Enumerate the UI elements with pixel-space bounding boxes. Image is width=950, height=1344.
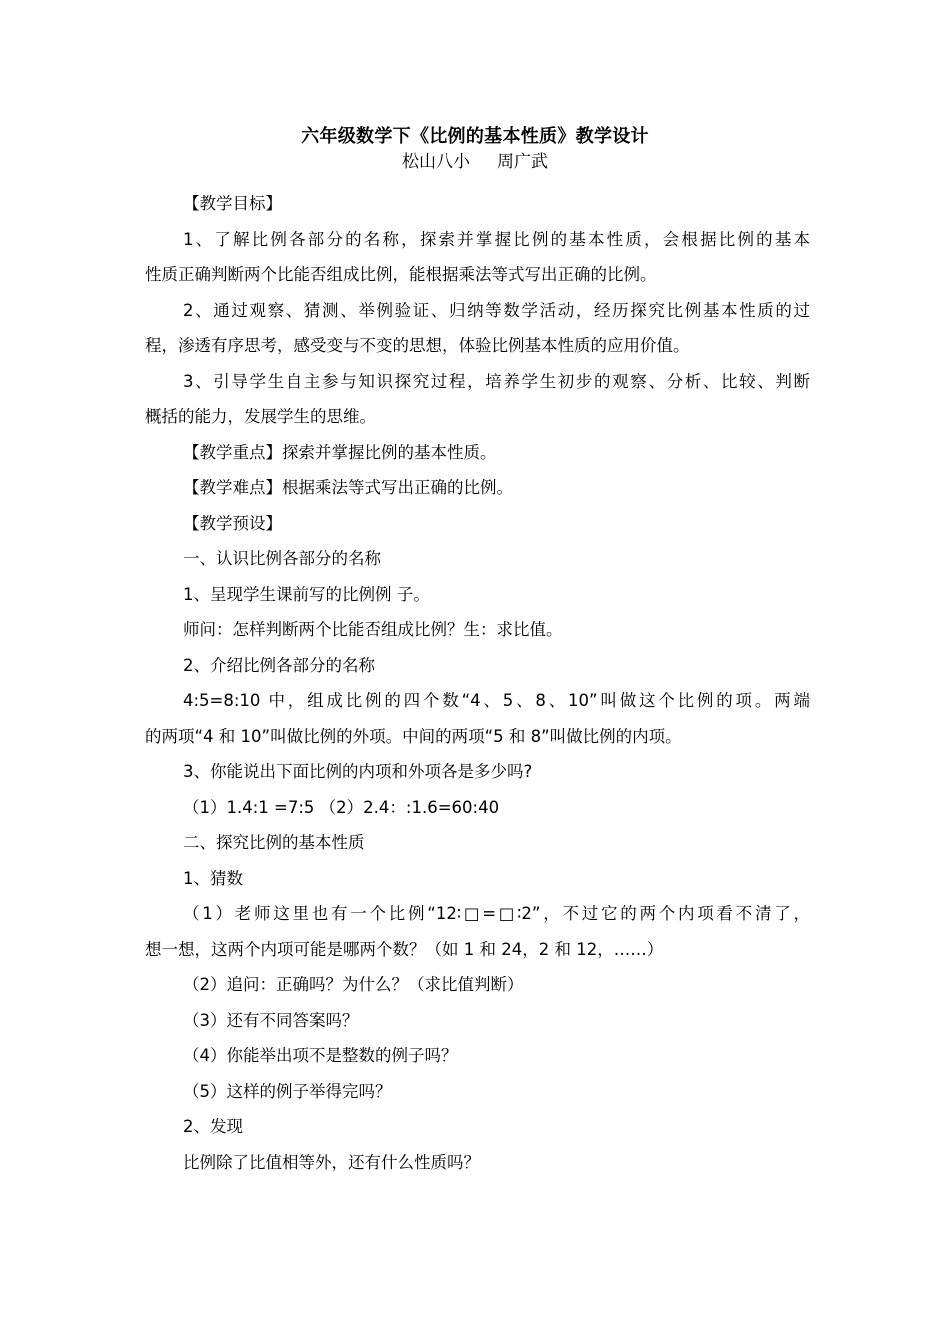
paragraph-line: 2、介绍比例各部分的名称 bbox=[183, 655, 375, 675]
paragraph-line: 4:5=8:10 中，组成比例的四个数“4、5、8、10”叫做这个比例的项。两端 bbox=[183, 691, 810, 710]
paragraph-line: （5）这样的例子举得完吗？ bbox=[183, 1081, 392, 1101]
paragraph-line: 2、发现 bbox=[183, 1117, 243, 1136]
paragraph-line: 性质正确判断两个比能否组成比例，能根据乘法等式写出正确的比例。 bbox=[145, 265, 657, 284]
heading-key-point: 【教学重点】探索并掌握比例的基本性质。 bbox=[183, 442, 497, 462]
paragraph-line: 3、你能说出下面比例的内项和外项各是多少吗? bbox=[183, 762, 533, 781]
paragraph-line: （1）老师这里也有一个比例“12∶□=□∶2”，不过它的两个内项看不清了， bbox=[183, 904, 810, 923]
paragraph-line: 1、呈现学生课前写的比例例 子。 bbox=[183, 584, 430, 604]
paragraph-line: （1）1.4:1 =7:5 （2）2.4：:1.6=60:40 bbox=[183, 797, 500, 817]
paragraph-line: 师问：怎样判断两个比能否组成比例？生：求比值。 bbox=[183, 620, 563, 639]
heading-teaching-goals: 【教学目标】 bbox=[183, 194, 282, 213]
paragraph-line: 3、引导学生自主参与知识探究过程，培养学生初步的观察、分析、比较、判断 bbox=[183, 371, 810, 391]
paragraph-line: 想一想，这两个内项可能是哪两个数？（如 1 和 24，2 和 12，……） bbox=[145, 939, 664, 959]
paragraph-line: 2、通过观察、猜测、举例验证、归纳等数学活动，经历探究比例基本性质的过 bbox=[183, 300, 810, 320]
paragraph-line: （2）追问：正确吗？为什么？（求比值判断） bbox=[183, 975, 524, 994]
paragraph-line: 的两项“4 和 10”叫做比例的外项。中间的两项“5 和 8”叫做比例的内项。 bbox=[145, 726, 682, 746]
paragraph-line: （3）还有不同答案吗？ bbox=[183, 1010, 359, 1030]
paragraph-line: 1、了解比例各部分的名称，探索并掌握比例的基本性质，会根据比例的基本 bbox=[183, 229, 810, 249]
section-heading: 一、认识比例各部分的名称 bbox=[183, 549, 381, 568]
heading-difficult-point: 【教学难点】根据乘法等式写出正确的比例。 bbox=[183, 478, 513, 497]
paragraph-line: （4）你能举出项不是整数的例子吗？ bbox=[183, 1046, 458, 1065]
document-body bbox=[145, 186, 810, 1180]
paragraph-line: 比例除了比值相等外，还有什么性质吗？ bbox=[183, 1152, 480, 1172]
paragraph-line: 1、猜数 bbox=[183, 868, 243, 888]
document-author: 松山八小 周广武 bbox=[401, 152, 549, 172]
document-title: 六年级数学下《比例的基本性质》教学设计 bbox=[301, 126, 649, 147]
paragraph-line: 概括的能力，发展学生的思维。 bbox=[145, 407, 376, 426]
section-heading: 二、探究比例的基本性质 bbox=[183, 833, 365, 852]
heading-teaching-plan: 【教学预设】 bbox=[183, 513, 282, 533]
paragraph-line: 程，渗透有序思考，感受变与不变的思想，体验比例基本性质的应用价值。 bbox=[145, 336, 690, 355]
